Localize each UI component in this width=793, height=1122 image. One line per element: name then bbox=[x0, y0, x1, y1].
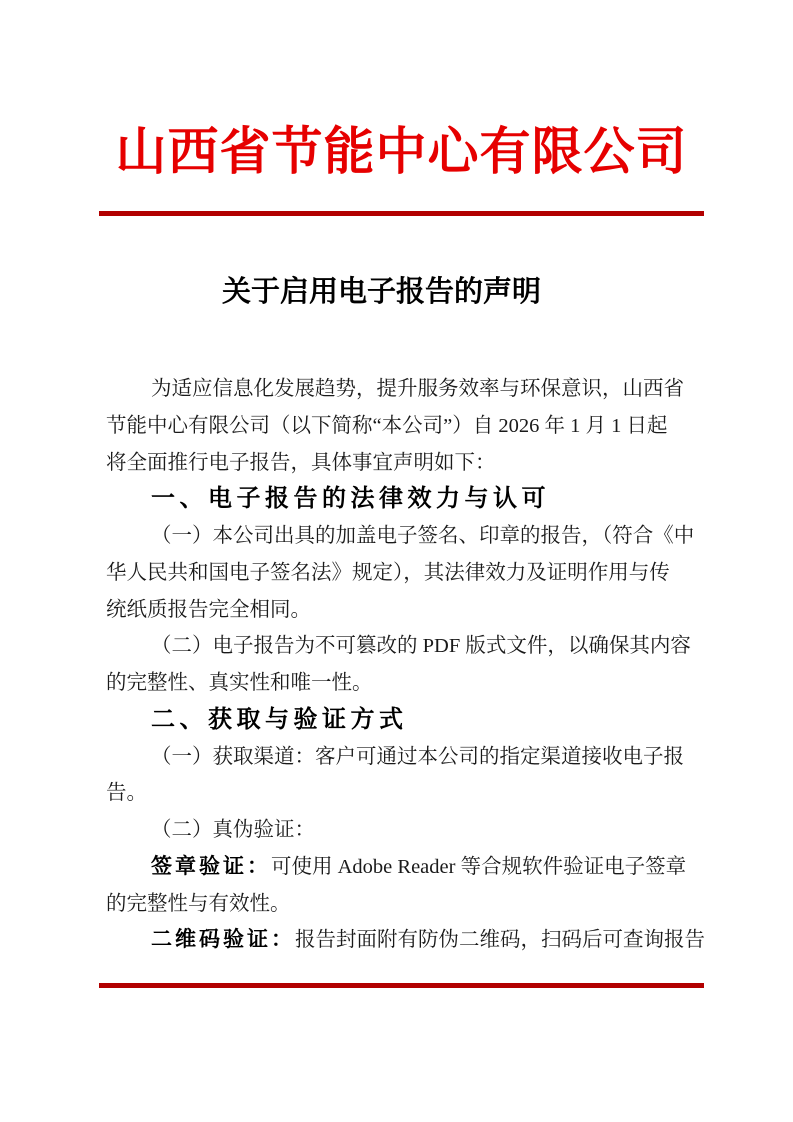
text-segment: 的完整性、真实性和唯一性。 bbox=[106, 672, 373, 694]
section-heading-line bbox=[106, 481, 706, 518]
text-line bbox=[106, 555, 706, 592]
text-line bbox=[106, 518, 706, 555]
text-segment: 节能中心有限公司（以下简称“本公司”）自 2026 年 1 月 1 日起 bbox=[106, 414, 668, 437]
document-body bbox=[106, 371, 706, 959]
text-line bbox=[106, 739, 706, 776]
text-line bbox=[106, 665, 706, 702]
bold-text-segment: 签章验证： bbox=[151, 854, 271, 878]
text-line bbox=[106, 775, 706, 812]
text-segment: 为适应信息化发展趋势，提升服务效率与环保意识，山西省 bbox=[151, 378, 684, 400]
text-segment: （二）电子报告为不可篡改的 PDF 版式文件，以确保其内容 bbox=[151, 635, 691, 658]
bold-text-segment: 一、电子报告的法律效力与认可 bbox=[151, 485, 550, 513]
footer-rule-divider bbox=[99, 983, 704, 988]
bold-text-segment: 二维码验证： bbox=[151, 928, 295, 952]
text-segment: （一）获取渠道：客户可通过本公司的指定渠道接收电子报 bbox=[151, 745, 684, 768]
text-segment: 的完整性与有效性。 bbox=[106, 892, 291, 915]
text-line bbox=[106, 445, 706, 482]
bold-text-segment: 二、获取与验证方式 bbox=[151, 705, 408, 733]
text-line bbox=[106, 408, 706, 445]
text-segment: 将全面推行电子报告，具体事宜声明如下： bbox=[106, 451, 496, 474]
section-heading-line bbox=[106, 702, 706, 739]
text-segment: 报告封面附有防伪二维码，扫码后可查询报告 bbox=[295, 929, 705, 952]
company-name-masthead: 山西省节能中心有限公司 bbox=[115, 125, 688, 181]
text-segment: 告。 bbox=[106, 782, 147, 805]
text-line bbox=[106, 886, 706, 923]
text-segment: （一）本公司出具的加盖电子签名、印章的报告，（符合《中 bbox=[151, 525, 695, 547]
text-line bbox=[106, 371, 706, 408]
masthead-rule-divider bbox=[99, 211, 704, 216]
document-title: 关于启用电子报告的声明 bbox=[221, 276, 541, 308]
text-line bbox=[106, 849, 706, 886]
text-line bbox=[106, 628, 706, 665]
text-line bbox=[106, 812, 706, 849]
text-segment: 可使用 Adobe Reader 等合规软件验证电子签章 bbox=[271, 855, 687, 878]
text-segment: 华人民共和国电子签名法》规定），其法律效力及证明作用与传 bbox=[106, 561, 670, 584]
text-line bbox=[106, 922, 706, 959]
text-segment: （二）真伪验证： bbox=[151, 819, 315, 841]
text-line bbox=[106, 592, 706, 629]
text-segment: 统纸质报告完全相同。 bbox=[106, 598, 311, 621]
